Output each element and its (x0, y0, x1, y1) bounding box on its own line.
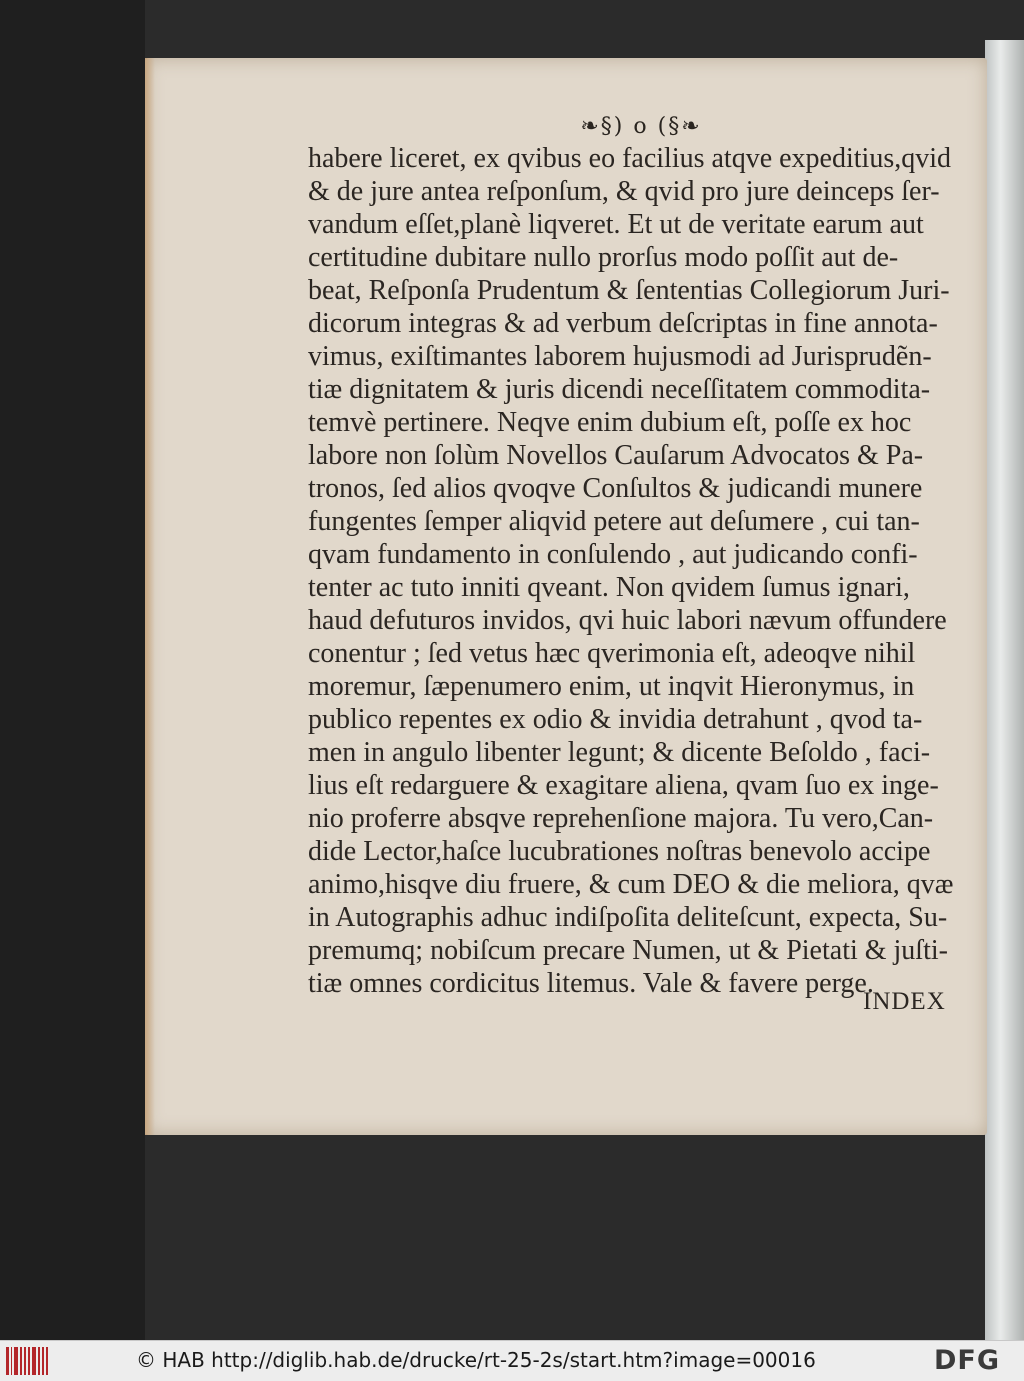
text-line: tiæ omnes cordicitus litemus. Vale & favere perge. (308, 968, 874, 999)
text-line: haud defuturos invidos, qvi huic labori nævum offundere (308, 605, 947, 636)
text-line: publico repentes ex odio & invidia detrahunt , qvod ta- (308, 704, 923, 735)
text-line: labore non ſolùm Novellos Cauſarum Advocatos & Pa- (308, 440, 924, 471)
catchword: INDEX (863, 988, 946, 1015)
text-line: animo,hisqve diu fruere, & cum DEO & die meliora, qvæ (308, 869, 954, 900)
text-line: tronos, ſed alios qvoqve Conſultos & judicandi munere (308, 473, 923, 504)
text-line: habere liceret, ex qvibus eo facilius atqve expeditius,qvid (308, 143, 952, 174)
text-line: lius eſt redarguere & exagitare aliena, qvam ſuo ex inge- (308, 770, 939, 801)
text-line: conentur ; ſed vetus hæc qverimonia eſt, adeoqve nihil (308, 638, 916, 669)
text-line: nio proferre absqve reprehenſione majora. Tu vero,Can- (308, 803, 934, 834)
footer-bar (0, 1340, 1024, 1381)
hab-logo-icon (6, 1347, 48, 1375)
text-line: fungentes ſemper aliqvid petere aut deſumere , cui tan- (308, 506, 920, 537)
text-line: tenter ac tuto inniti qveant. Non qvidem ſumus ignari, (308, 572, 910, 603)
text-line: beat, Reſponſa Prudentum & ſententias Collegiorum Juri- (308, 275, 950, 306)
left-dark-panel (0, 0, 145, 1340)
text-line: in Autographis adhuc indiſpoſita deliteſcunt, expecta, Su- (308, 902, 948, 933)
text-line: vimus, exiſtimantes laborem hujusmodi ad Jurisprudẽn- (308, 341, 932, 372)
dfg-logo: DFG (934, 1345, 1001, 1376)
page-body-text (308, 142, 958, 1000)
text-line: vandum eſſet,planè liqveret. Et ut de veritate earum aut (308, 209, 924, 240)
text-line: dide Lector,haſce lucubrationes noſtras benevolo accipe (308, 836, 931, 867)
next-page-edge (985, 40, 1024, 1340)
text-line: dicorum integras & ad verbum deſcriptas in fine annota- (308, 308, 938, 339)
text-line: men in angulo libenter legunt; & dicente Beſoldo , faci- (308, 737, 931, 768)
text-line: tiæ dignitatem & juris dicendi neceſſitatem commodita- (308, 374, 931, 405)
text-line: qvam fundamento in conſulendo , aut judicando confi- (308, 539, 918, 570)
text-line: moremur, ſæpenumero enim, ut inqvit Hieronymus, in (308, 671, 915, 702)
text-line: premumq; nobiſcum precare Numen, ut & Pietati & juſti- (308, 935, 948, 966)
text-line: certitudine dubitare nullo prorſus modo poſſit aut de- (308, 242, 899, 273)
footer-source-link[interactable]: © HAB http://diglib.hab.de/drucke/rt-25-2s/start.htm?image=00016 (136, 1348, 816, 1372)
text-line: temvè pertinere. Neqve enim dubium eſt, poſſe ex hoc (308, 407, 912, 438)
text-line: & de jure antea reſponſum, & qvid pro jure deinceps ſer- (308, 176, 940, 207)
page-ornament: ❧§) o (§❧ (580, 114, 702, 139)
